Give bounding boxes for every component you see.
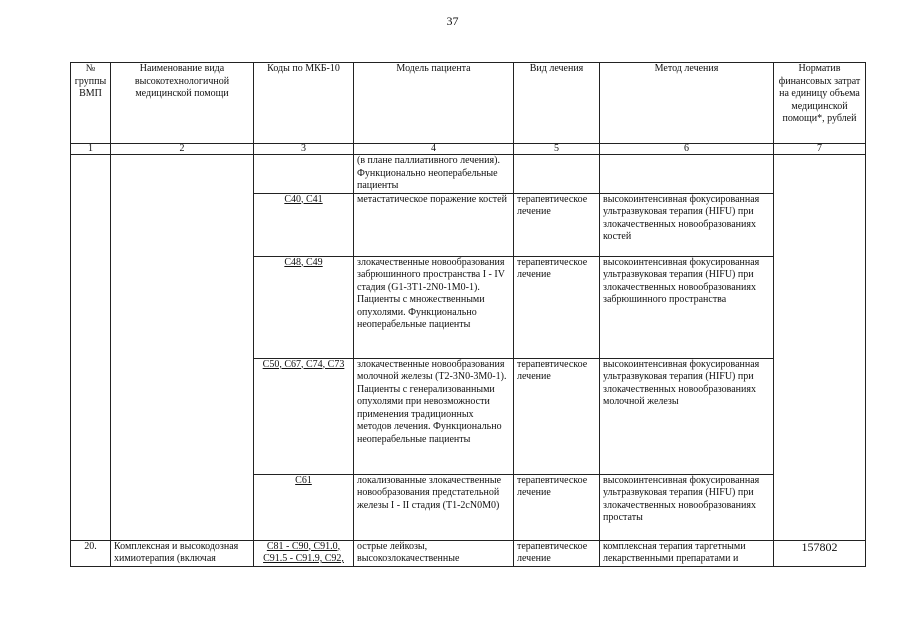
icd-codes-cell xyxy=(254,474,354,540)
table-row xyxy=(71,540,866,566)
column-number: 2 xyxy=(111,144,254,155)
header-icd-codes: Коды по МКБ-10 xyxy=(254,63,354,144)
cost-norm-cell xyxy=(774,155,866,541)
group-number-cell xyxy=(71,155,111,541)
care-type-cell xyxy=(111,155,254,541)
icd-codes-cell xyxy=(254,256,354,358)
treatment-type-cell: терапевтическое лечение xyxy=(514,256,600,358)
treatment-type-cell: терапевтическое лечение xyxy=(514,540,600,566)
treatment-method-cell: высокоинтенсивная фокусированная ультразвуковая терапия (HIFU) при злокачественных новообразованиях простаты xyxy=(600,474,774,540)
icd-codes-cell xyxy=(254,155,354,194)
patient-model-cell: злокачественные новообразования молочной железы (T2-3N0-3M0-1). Пациенты с генерализованными опухолями при невозможности применения традиционных методов лечения. Функционально неоперабельные пациенты xyxy=(354,358,514,474)
icd-code-link[interactable]: C40, C41 xyxy=(284,193,323,205)
treatment-type-cell xyxy=(514,155,600,194)
header-patient-model: Модель пациента xyxy=(354,63,514,144)
icd-code-link[interactable]: C61 xyxy=(295,474,312,486)
treatment-method-cell: высокоинтенсивная фокусированная ультразвуковая терапия (HIFU) при злокачественных новообразованиях забрюшинного пространства xyxy=(600,256,774,358)
group-number-cell: 20. xyxy=(71,540,111,566)
icd-code-link[interactable]: C81 - C90, C91.0, C91.5 - C91.9, C92, xyxy=(263,540,344,564)
patient-model-cell: метастатическое поражение костей xyxy=(354,193,514,256)
treatment-type-cell: терапевтическое лечение xyxy=(514,474,600,540)
treatment-method-cell: высокоинтенсивная фокусированная ультразвуковая терапия (HIFU) при злокачественных новообразованиях костей xyxy=(600,193,774,256)
page-number: 37 xyxy=(446,14,459,28)
column-number: 6 xyxy=(600,144,774,155)
icd-codes-cell xyxy=(254,358,354,474)
header-treatment-type: Вид лечения xyxy=(514,63,600,144)
column-number: 4 xyxy=(354,144,514,155)
column-number-row xyxy=(71,144,866,155)
column-number: 5 xyxy=(514,144,600,155)
patient-model-cell: (в плане паллиативного лечения). Функционально неоперабельные пациенты xyxy=(354,155,514,194)
patient-model-cell: локализованные злокачественные новообразования предстательной железы I - II стадия (T1-2cN0M0) xyxy=(354,474,514,540)
column-number: 1 xyxy=(71,144,111,155)
treatment-method-cell xyxy=(600,155,774,194)
icd-codes-cell xyxy=(254,540,354,566)
treatment-method-cell: комплексная терапия таргетными лекарственными препаратами и xyxy=(600,540,774,566)
patient-model-cell: злокачественные новообразования забрюшинного пространства I - IV стадия (G1-3T1-2N0-1M0-1). Пациенты с множественными опухолями. Функционально неоперабельные пациенты xyxy=(354,256,514,358)
treatment-type-cell: терапевтическое лечение xyxy=(514,193,600,256)
column-number: 7 xyxy=(774,144,866,155)
treatment-method-cell: высокоинтенсивная фокусированная ультразвуковая терапия (HIFU) при злокачественных новообразованиях молочной железы xyxy=(600,358,774,474)
icd-code-link[interactable]: C50, C67, C74, C73 xyxy=(262,358,345,370)
column-number: 3 xyxy=(254,144,354,155)
header-group-number: № группы ВМП xyxy=(71,63,111,144)
header-treatment-method: Метод лечения xyxy=(600,63,774,144)
cost-norm-cell: 157802 xyxy=(774,540,866,566)
header-row xyxy=(71,63,866,144)
icd-codes-cell xyxy=(254,193,354,256)
vmp-table xyxy=(70,62,866,567)
patient-model-cell: острые лейкозы, высокозлокачественные xyxy=(354,540,514,566)
header-cost-norm: Норматив финансовых затрат на единицу объема медицинской помощи*, рублей xyxy=(774,63,866,144)
icd-code-link[interactable]: C48, C49 xyxy=(284,256,323,268)
care-type-cell: Комплексная и высокодозная химиотерапия (включая xyxy=(111,540,254,566)
treatment-type-cell: терапевтическое лечение xyxy=(514,358,600,474)
table-row xyxy=(71,155,866,194)
header-care-type: Наименование вида высокотехнологичной медицинской помощи xyxy=(111,63,254,144)
